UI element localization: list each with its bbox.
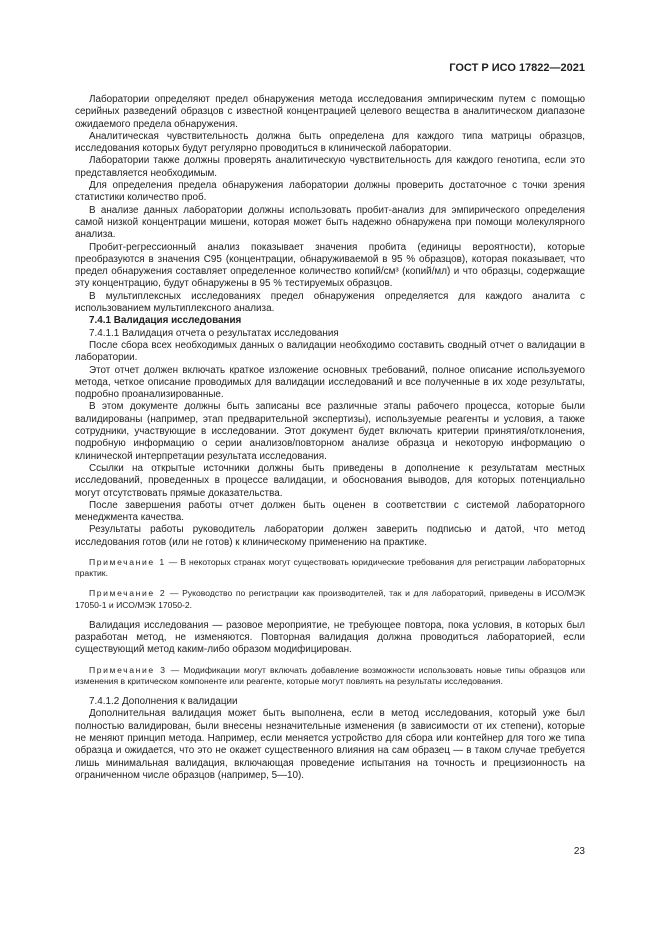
paragraph: Валидация исследования — разовое мероприятие, не требующее повтора, пока условия, в которых был разработан метод, не изменяются. Повторная валидация должна проводиться лабораторией, если существующий метод каким-либо образом модифицирован. [75,619,585,656]
note-text: — В некоторых странах могут существовать юридические требования для регистрации лабораторных практик. [75,556,585,579]
paragraph: После завершения работы отчет должен быть оценен в соответствии с системой лабораторного менеджмента качества. [75,499,585,524]
paragraph: Ссылки на открытые источники должны быть приведены в дополнение к результатам местных исследований, проведенных в процессе валидации, и обоснования выводов, для которых потенциально могут отсутствовать прямые доказательства. [75,462,585,499]
note-label: Примечание 1 [89,556,166,567]
note-label: Примечание 2 [89,588,167,599]
paragraph: В этом документе должны быть записаны все различные этапы рабочего процесса, которые были валидированы (например, этап предварительной экспертизы), используемые реагенты и условия, а также сотрудники, участвующие в исследовании. Этот документ будет включать критерии принятия/отклонения, подробную информацию о серии анализов/повторном анализе образца и некоторую информацию о клинической интерпретации результата исследования. [75,401,585,462]
document-standard-number: ГОСТ Р ИСО 17822—2021 [449,62,585,74]
paragraph: Лаборатории определяют предел обнаружения метода исследования эмпирическим путем с помощью серийных разведений образцов с известной концентрацией целевого вещества в аналитическом диапазоне ожидаемого предела обнаружения. [75,94,585,130]
note [75,665,585,687]
note [75,588,585,610]
page-body [75,94,585,782]
paragraph: Этот отчет должен включать краткое изложение основных требований, полное описание используемого метода, четкое описание проводимых для валидации исследований и все полученные в их ходе результаты, подробно проанализированные. [75,364,585,401]
paragraph: Результаты работы руководитель лаборатории должен заверить подписью и датой, что метод исследования готов (или не готов) к клиническому применению на практике. [75,524,585,548]
note [75,557,585,579]
note-label: Примечание 3 [89,664,167,675]
paragraph: После сбора всех необходимых данных о валидации необходимо составить сводный отчет о валидации в лаборатории. [75,339,585,364]
subsection-heading: 7.4.1.2 Дополнения к валидации [89,696,238,708]
paragraph: В мультиплексных исследованиях предел обнаружения определяется для каждого аналита с использованием мультиплексного анализа. [75,290,585,315]
paragraph: Пробит-регрессионный анализ показывает значения пробита (единицы вероятности), которые преобразуются в значения C95 (концентрации, обнаруживаемой в 95 % образцов), которая показывает, что предел обнаружения составляет определенное количество копий/см³ (копий/мл) и что образцы, содержащие эту концентрацию, будут обнаружены в 95 % тестируемых образцов. [75,241,585,290]
section-heading: 7.4.1 Валидация исследования [89,315,242,327]
paragraph: Аналитическая чувствительность должна быть определена для каждого типа матрицы образцов, исследования которых будут регулярно проводиться в клинической лаборатории. [75,130,585,155]
paragraph: Лаборатории также должны проверять аналитическую чувствительность для каждого генотипа, если это представляется необходимым. [75,155,585,179]
paragraph: Для определения предела обнаружения лаборатории должны проверить достаточное с точки зрения статистики количество проб. [75,180,585,204]
note-text: — Руководство по регистрации как производителей, так и для лабораторий, приведены в ИСО/МЭК 17050-1 и ИСО/МЭК 17050-2. [75,588,585,610]
page-number: 23 [573,846,585,857]
note-text: — Модификации могут включать добавление возможности использовать новые типы образцов или изменения в критическом компоненте или реагенте, которые могут повлиять на результаты исследования. [75,664,586,686]
paragraph: В анализе данных лаборатории должны использовать пробит-анализ для эмпирического определения самой низкой концентрации мишени, которая может быть надежно обнаружена при помощи молекулярного анализа. [75,204,585,241]
subsection-heading: 7.4.1.1 Валидация отчета о результатах исследования [89,327,339,339]
paragraph: Дополнительная валидация может быть выполнена, если в метод исследования, который уже был полностью валидирован, были внесены незначительные изменения (в зависимости от их степени), которые не меняют принцип метода. Например, если меняется устройство для сбора или контейнер для того же типа образца и ожидается, что это не окажет существенного влияния на сам образец — в таком случае требуется лишь минимальная валидация, включающая проведение испытания на точность и прецизионность на ограниченном числе образцов (например, 5—10). [75,708,585,781]
